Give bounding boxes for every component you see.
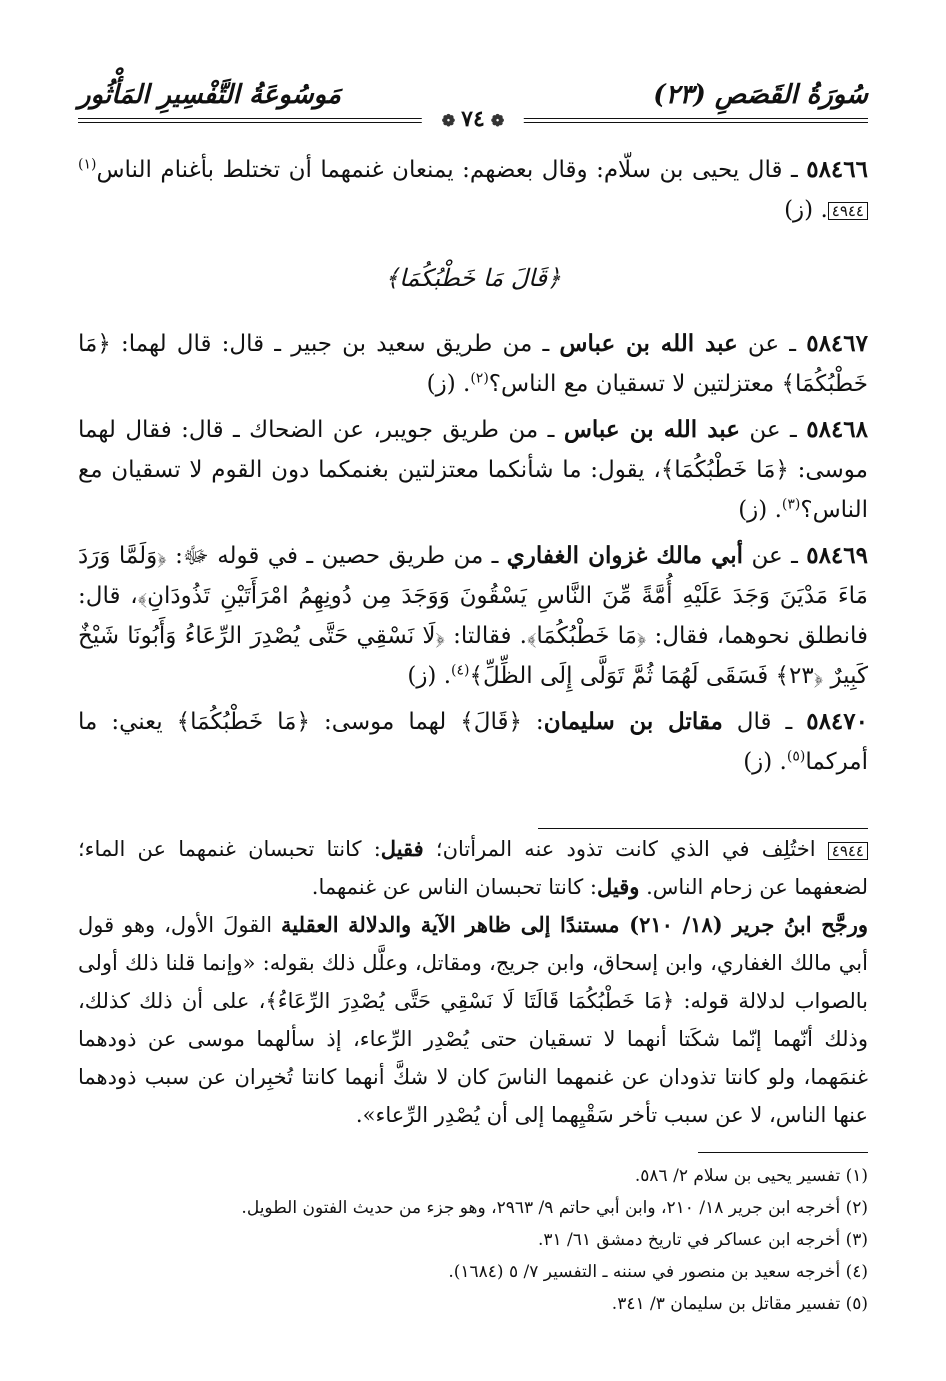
narration-text: ـ من طريق حصين ـ في قوله ﷻ: ﴿وَلَمَّا وَرَدَ مَاءَ مَدْيَنَ وَجَدَ عَلَيْهِ أُمَّةً مِّنَ النَّاسِ يَسْقُونَ وَوَجَدَ مِن دُونِهِمُ امْرَأَتَيْنِ تَذُودَانِ﴾، قال: فانطلق نحوهما، فقال: ﴿مَا خَطْبُكُمَا﴾. فقالتا: ﴿لَا نَسْقِي حَتَّى يُصْدِرَ الرِّعَاءُ وَأَبُونَا شَيْخٌ كَبِيرٌ ﴿٢٣﴾ فَسَقَى لَهُمَا ثُمَّ تَوَلَّى إِلَى الظِّلِّ﴾ bbox=[78, 543, 868, 689]
footnote-ref: (٤) bbox=[451, 662, 470, 679]
narration-tail: . (ز) bbox=[743, 749, 787, 775]
ornament-icon: ❁ bbox=[441, 111, 456, 130]
book-title: مَوسُوعَةُ التَّفْسِيرِ المَأْثُور bbox=[78, 80, 341, 110]
footnote-item: (٤) أخرجه سعيد بن منصور في سننه ـ التفسير ٧/ ٥ (١٦٨٤). bbox=[448, 1262, 868, 1282]
narration-text: ـ قال يحيى بن سلّام: وقال بعضهم: يمنعان غنمهما أن تختلط بأغنام الناس bbox=[96, 157, 807, 183]
commentary-text: القولَ الأول، وهو قول أبي مالك الغفاري، وابن إسحاق، وابن جريج، ومقاتل، وعلَّل ذلك بقوله: «وإنما قلنا ذلك أولى بالصواب لدلالة قوله: ﴿مَا خَطْبُكُمَا قَالَتَا لَا نَسْقِي حَتَّى يُصْدِرَ الرِّعَاءُ﴾، على أن ذلك كذلك، وذلك أنّهما إنّما شكَتا أنهما لا تسقيان حتى يُصْدِر الرِّعاء، إذ سألهما موسى عن ذودهما غنمَهما، ولو كانتا تذودان عن غنمهما الناسَ كان لا شكَّ أنهما كانتا تُخبِران عن سبب ذودهما عنها الناس، لا عن سبب تأخر سَقْيِهما إلى أن يُصْدِر الرِّعاء». bbox=[78, 913, 868, 1127]
footnote-ref: (٥) bbox=[786, 748, 806, 765]
narration-number: ٥٨٤٦٦ bbox=[806, 156, 868, 183]
commentary-paragraph bbox=[78, 830, 868, 906]
running-header bbox=[78, 70, 868, 110]
footnote-separator bbox=[698, 1152, 868, 1153]
narration-tail: . (ز) bbox=[407, 663, 452, 689]
narrator-name: عبد الله بن عباس bbox=[559, 330, 738, 357]
footnotes bbox=[78, 1160, 868, 1320]
commentary-bold: ورجَّح ابنُ جرير bbox=[732, 912, 869, 937]
commentary-ref-box: ٤٩٤٤ bbox=[828, 202, 868, 220]
narration-number: ٥٨٤٦٩ bbox=[806, 542, 868, 569]
commentary-separator bbox=[538, 828, 868, 829]
verse-heading: ﴿قَالَ مَا خَطْبُكُمَا﴾ bbox=[385, 264, 561, 292]
footnote-item: (٥) تفسير مقاتل بن سليمان ٣/ ٣٤١. bbox=[611, 1294, 868, 1314]
narration-text: ـ من طريق سعيد بن جبير ـ قال: قال لهما: ﴿مَا خَطْبُكُمَا﴾ معتزلتين لا تسقيان مع الناس؟ bbox=[78, 331, 868, 397]
narration-text: : ﴿قَالَ﴾ لهما موسى: ﴿مَا خَطْبُكُمَا﴾ يعني: ما أمركما bbox=[78, 709, 868, 775]
footnote-item: (٢) أخرجه ابن جرير ١٨/ ٢١٠، وابن أبي حاتم ٩/ ٢٩٦٣، وهو جزء من حديث الفتون الطويل. bbox=[241, 1198, 868, 1218]
narration-prefix: ـ قال bbox=[722, 709, 807, 735]
main-text bbox=[78, 150, 868, 788]
commentary-bold: مستندًا إلى ظاهر الآية والدلالة العقلية bbox=[281, 912, 620, 937]
narrator-name: أبي مالك غزوان الغفاري bbox=[506, 542, 744, 569]
footnote-ref: (١) bbox=[78, 156, 97, 173]
footnote-item: (١) تفسير يحيى بن سلام ٢/ ٥٨٦. bbox=[634, 1166, 868, 1186]
commentary-bold: وقيل bbox=[596, 874, 640, 899]
commentary-block bbox=[78, 830, 868, 1134]
footnote-ref: (٣) bbox=[781, 496, 801, 513]
commentary-text: : كانتا تحبسان غنمهما عن الماء؛ لضعفهما عن زحام الناس. bbox=[78, 837, 868, 899]
commentary-ref-box: ٤٩٤٤ bbox=[828, 842, 868, 860]
narration-number: ٥٨٤٧٠ bbox=[806, 708, 868, 735]
narration-number: ٥٨٤٦٨ bbox=[806, 416, 869, 443]
narration-entry bbox=[78, 150, 868, 230]
narration-tail: . (ز) bbox=[784, 197, 828, 223]
narration-entry bbox=[78, 324, 868, 404]
narrator-name: عبد الله بن عباس bbox=[563, 416, 740, 443]
commentary-paragraph bbox=[78, 906, 868, 1134]
surah-title: سُورَةُ القَصَصِ (٢٣) bbox=[653, 80, 868, 110]
narration-tail: . (ز) bbox=[738, 497, 782, 523]
ornament-icon: ❁ bbox=[490, 111, 505, 130]
footnote-ref: (٢) bbox=[470, 370, 489, 387]
narration-entry bbox=[78, 410, 868, 530]
narration-text: ـ من طريق جويبر، عن الضحاك ـ قال: فقال لهما موسى: ﴿مَا خَطْبُكُمَا﴾، يقول: ما شأنكما معتزلتين بغنمكما دون القوم لا تسقيان مع الناس؟ bbox=[78, 417, 868, 523]
page-number-text: ٧٤ bbox=[461, 106, 485, 132]
narration-prefix: ـ عن bbox=[739, 417, 807, 443]
commentary-text: : كانتا تحبسان الناس عن غنمهما. bbox=[311, 875, 597, 899]
commentary-citation: (١٨/ ٢١٠) bbox=[619, 912, 733, 937]
narration-tail: . (ز) bbox=[426, 371, 471, 397]
narration-number: ٥٨٤٦٧ bbox=[806, 330, 868, 357]
footnote-item: (٣) أخرجه ابن عساكر في تاريخ دمشق ٦١/ ٣١. bbox=[537, 1230, 868, 1250]
narration-entry bbox=[78, 702, 868, 782]
narration-prefix: ـ عن bbox=[737, 331, 807, 357]
page-number bbox=[422, 106, 524, 132]
book-page bbox=[78, 0, 868, 1381]
narration-entry bbox=[78, 536, 868, 696]
commentary-bold: فقيل bbox=[380, 836, 424, 861]
narration-prefix: ـ عن bbox=[743, 543, 807, 569]
narrator-name: مقاتل بن سليمان bbox=[543, 708, 723, 735]
commentary-text: اختُلِف في الذي كانت تذود عنه المرأتان؛ bbox=[423, 837, 828, 861]
